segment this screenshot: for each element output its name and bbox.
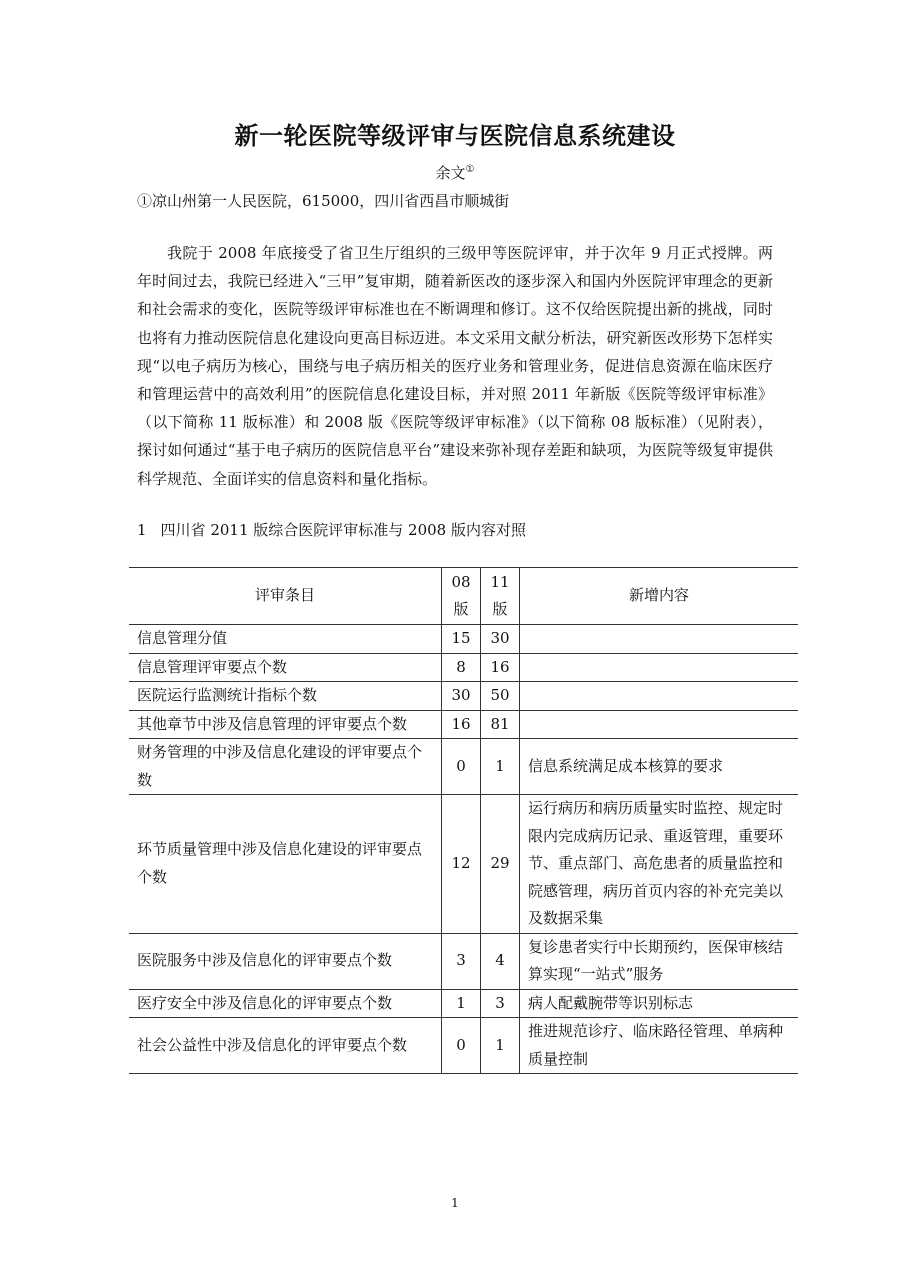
abstract-paragraph: 我院于 2008 年底接受了省卫生厅组织的三级甲等医院评审，并于次年 9 月正式授牌。两年时间过去，我院已经进入“三甲”复审期，随着新医改的逐步深入和国内外医院评审理念的更新和社会需求的变化，医院等级评审标准也在不断调理和修订。这不仅给医院提出新的挑战，同时也将有力推动医院信息化建设向更高目标迈进。本文采用文献分析法，研究新医改形势下怎样实现“以电子病历为核心，围绕与电子病历相关的医疗业务和管理业务，促进信息资源在临床医疗和管理运营中的高效利用”的医院信息化建设目标，并对照 2011 年新版《医院等级评审标准》（以下简称 11 版标准）和 2008 版《医院等级评审标准》（以下简称 08 版标准）（见附表），探讨如何通过“基于电子病历的医院信息平台”建设来弥补现存差距和缺项，为医院等级复审提供科学规范、全面详实的信息资料和量化指标。 <box>137 244 773 488</box>
cell-v11: 50 <box>481 682 520 711</box>
cell-item: 财务管理的中涉及信息化建设的评审要点个数 <box>129 739 442 795</box>
cell-v11: 1 <box>481 1018 520 1074</box>
header-new-content: 新增内容 <box>520 568 799 625</box>
cell-v11: 1 <box>481 739 520 795</box>
section-title: 四川省 2011 版综合医院评审标准与 2008 版内容对照 <box>160 521 526 539</box>
cell-v08: 15 <box>442 625 481 654</box>
cell-new-content <box>520 625 799 654</box>
cell-new-content: 复诊患者实行中长期预约，医保审核结算实现“一站式”服务 <box>520 933 799 989</box>
table-row <box>129 933 798 989</box>
cell-v08: 16 <box>442 710 481 739</box>
cell-item: 医院运行监测统计指标个数 <box>129 682 442 711</box>
cell-item: 信息管理分值 <box>129 625 442 654</box>
comparison-table <box>129 567 798 1074</box>
cell-new-content: 推进规范诊疗、临床路径管理、单病种质量控制 <box>520 1018 799 1074</box>
cell-item: 社会公益性中涉及信息化的评审要点个数 <box>129 1018 442 1074</box>
cell-v11: 81 <box>481 710 520 739</box>
header-v11: 11 版 <box>481 568 520 625</box>
cell-new-content: 病人配戴腕带等识别标志 <box>520 989 799 1018</box>
table-row <box>129 1018 798 1074</box>
cell-v11: 4 <box>481 933 520 989</box>
cell-v08: 0 <box>442 739 481 795</box>
table-row <box>129 710 798 739</box>
author-footnote-mark: ① <box>465 164 475 175</box>
cell-v08: 1 <box>442 989 481 1018</box>
affiliation: ①凉山州第一人民医院，615000，四川省西昌市顺城街 <box>137 192 510 210</box>
cell-v08: 0 <box>442 1018 481 1074</box>
paper-title: 新一轮医院等级评审与医院信息系统建设 <box>234 122 676 150</box>
table-row <box>129 795 798 934</box>
cell-item: 环节质量管理中涉及信息化建设的评审要点个数 <box>129 795 442 934</box>
cell-v11: 16 <box>481 653 520 682</box>
cell-item: 信息管理评审要点个数 <box>129 653 442 682</box>
table-row <box>129 682 798 711</box>
section-heading <box>137 519 526 540</box>
cell-v08: 12 <box>442 795 481 934</box>
cell-new-content <box>520 653 799 682</box>
author-line <box>0 162 910 183</box>
cell-v11: 30 <box>481 625 520 654</box>
abstract <box>137 239 773 493</box>
table-row <box>129 739 798 795</box>
cell-item: 医院服务中涉及信息化的评审要点个数 <box>129 933 442 989</box>
table-row <box>129 989 798 1018</box>
cell-new-content <box>520 710 799 739</box>
cell-v11: 29 <box>481 795 520 934</box>
cell-v08: 8 <box>442 653 481 682</box>
cell-v08: 30 <box>442 682 481 711</box>
table-row <box>129 653 798 682</box>
author-name: 余文 <box>435 164 466 182</box>
cell-item: 其他章节中涉及信息管理的评审要点个数 <box>129 710 442 739</box>
page-number: 1 <box>451 1196 459 1210</box>
table-header-row <box>129 568 798 625</box>
cell-item: 医疗安全中涉及信息化的评审要点个数 <box>129 989 442 1018</box>
header-v08: 08 版 <box>442 568 481 625</box>
cell-new-content: 运行病历和病历质量实时监控、规定时限内完成病历记录、重返管理，重要环节、重点部门、高危患者的质量监控和院感管理，病历首页内容的补充完美以及数据采集 <box>520 795 799 934</box>
cell-new-content: 信息系统满足成本核算的要求 <box>520 739 799 795</box>
cell-v11: 3 <box>481 989 520 1018</box>
cell-new-content <box>520 682 799 711</box>
header-item: 评审条目 <box>129 568 442 625</box>
cell-v08: 3 <box>442 933 481 989</box>
section-number: 1 <box>137 521 147 539</box>
table-row <box>129 625 798 654</box>
